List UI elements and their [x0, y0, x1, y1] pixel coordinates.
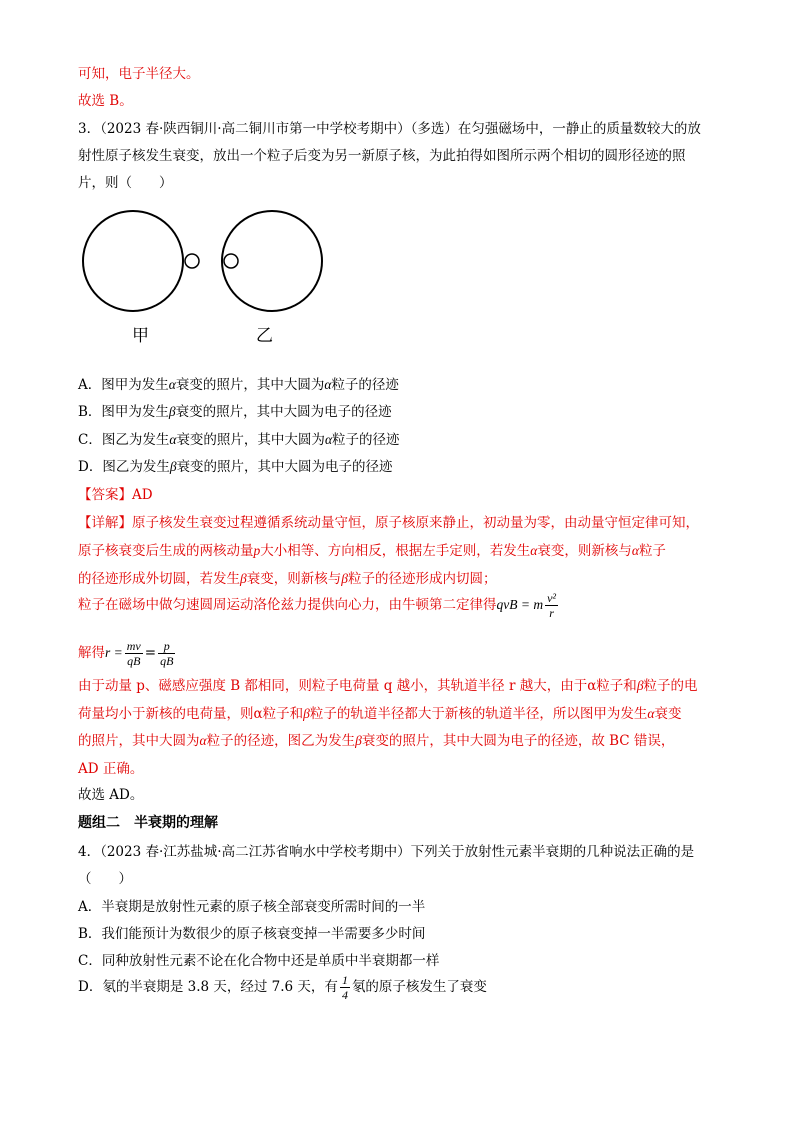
jia-small-circle — [185, 254, 199, 268]
q3-option-a: A．图甲为发生α衰变的照片，其中大圆为α粒子的径迹 — [78, 377, 399, 393]
jia-large-circle — [83, 211, 183, 311]
q3-answer: 【答案】AD — [78, 487, 153, 503]
q3-option-b: B．图甲为发生β衰变的照片，其中大圆为电子的径迹 — [78, 404, 392, 420]
q3-stem-line3: 片，则（ ） — [78, 175, 173, 191]
q3-stem-line2: 射性原子核发生衰变，放出一个粒子后变为另一新原子核，为此拍得如图所示两个相切的圆形径迹的照 — [78, 148, 686, 164]
q4-option-a: A．半衰期是放射性元素的原子核全部衰变所需时间的一半 — [78, 899, 426, 915]
q3-stem-line1: 3．（2023 春·陕西铜川·高二铜川市第一中学校考期中）（多选）在匀强磁场中，一静止的质量数较大的放 — [78, 121, 701, 137]
prev-conclusion: 可知，电子半径大。 — [78, 66, 200, 82]
q3-choice: 故选 AD。 — [78, 787, 144, 803]
q3-detail-line5: 解得r = $\frac{mv}{qB}$ = $\frac{p}{qB}$ — [78, 639, 174, 668]
q4-stem-line2: （ ） — [78, 871, 132, 887]
yi-small-circle — [224, 254, 238, 268]
q3-detail-line6: 由于动量 p、磁感应强度 B 都相同，则粒子电荷量 q 越小，其轨道半径 r 越大，由于α粒子和β粒子的电 — [78, 678, 698, 694]
yi-large-circle — [222, 211, 322, 311]
q4-option-b: B．我们能预计为数很少的原子核衰变掉一半需要多少时间 — [78, 926, 426, 942]
q3-detail-line3: 的径迹形成外切圆，若发生β衰变，则新核与β粒子的径迹形成内切圆； — [78, 571, 497, 587]
q4-option-c: C．同种放射性元素不论在化合物中还是单质中半衰期都一样 — [78, 953, 440, 969]
q4-option-d: D．氡的半衰期是 3.8 天，经过 7.6 天，有 $\frac{1}{4}$ 氡的原子核发生了衰变 — [78, 973, 487, 1002]
q3-figure — [80, 205, 340, 350]
q3-detail-line1: 【详解】原子核发生衰变过程遵循系统动量守恒，原子核原来静止，初动量为零，由动量守恒定律可知， — [78, 515, 699, 531]
q3-option-c: C．图乙为发生α衰变的照片，其中大圆为α粒子的径迹 — [78, 432, 400, 448]
figure-label-yi: 乙 — [256, 326, 273, 346]
section-heading: 题组二 半衰期的理解 — [78, 815, 218, 831]
q3-detail-line2: 原子核衰变后生成的两核动量p大小相等、方向相反，根据左手定则，若发生α衰变，则新核与α粒子 — [78, 543, 666, 559]
q3-option-d: D．图乙为发生β衰变的照片，其中大圆为电子的径迹 — [78, 459, 393, 475]
q3-detail-line4: 粒子在磁场中做匀速圆周运动洛伦兹力提供向心力，由牛顿第二定律得qvB = m $\frac{\text{v²}}{r}$ — [78, 591, 557, 620]
figure-label-jia: 甲 — [132, 326, 149, 346]
prev-choice: 故选 B。 — [78, 93, 133, 109]
q3-detail-line7: 荷量均小于新核的电荷量，则α粒子和β粒子的轨道半径都大于新核的轨道半径，所以图甲为发生α衰变 — [78, 706, 682, 722]
q4-stem-line1: 4．（2023 春·江苏盐城·高二江苏省响水中学校考期中）下列关于放射性元素半衰期的几种说法正确的是 — [78, 844, 695, 860]
q3-detail-line8: 的照片，其中大圆为α粒子的径迹，图乙为发生β衰变的照片，其中大圆为电子的径迹，故 BC 错误， — [78, 733, 675, 749]
q3-detail-line9: AD 正确。 — [78, 761, 144, 777]
